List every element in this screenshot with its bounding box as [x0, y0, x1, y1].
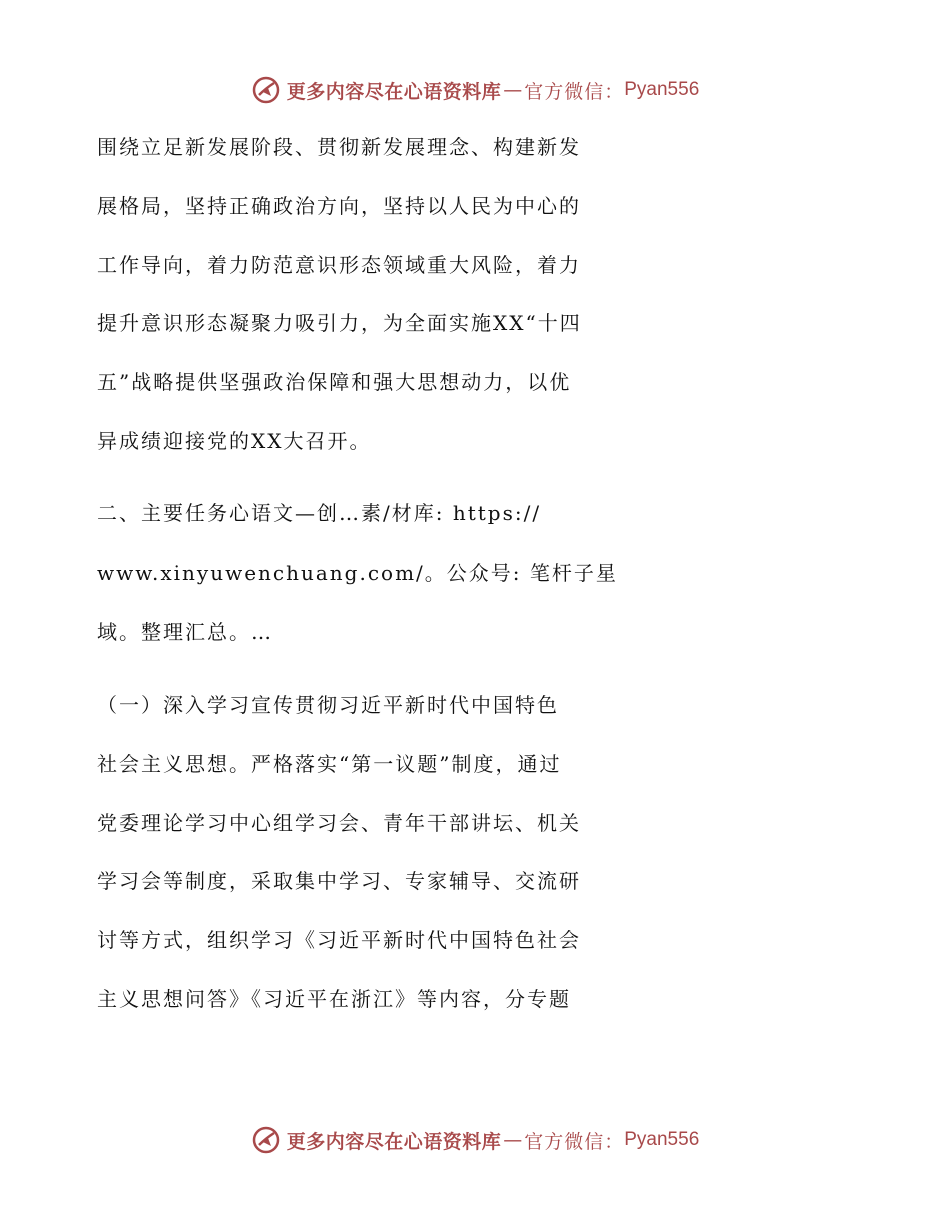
- body-line: 异成绩迎接党的XX大召开。: [97, 429, 372, 453]
- body-line: 党委理论学习中心组学习会、青年干部讲坛、机关: [97, 811, 581, 835]
- banner-dash: —: [503, 1129, 523, 1151]
- body-line: 围绕立足新发展阶段、贯彻新发展理念、构建新发: [97, 135, 581, 159]
- banner-account: Pyan556: [624, 1129, 700, 1150]
- banner-account: Pyan556: [624, 79, 700, 100]
- quill-book-logo-icon: [251, 1125, 281, 1155]
- banner-official-label: 官方微信：: [524, 80, 625, 103]
- banner-main-text: 更多内容尽在心语资料库: [286, 80, 502, 103]
- section-heading-line: 二、主要任务心语文—创…素/材库: https://: [97, 501, 542, 525]
- body-line: 工作导向，着力防范意识形态领域重大风险，着力: [97, 253, 581, 277]
- banner-official-label: 官方微信：: [524, 1130, 625, 1153]
- body-line: 展格局，坚持正确政治方向，坚持以人民为中心的: [97, 194, 581, 218]
- body-line: 讨等方式，组织学习《习近平新时代中国特色社会: [97, 928, 581, 952]
- body-line: 学习会等制度，采取集中学习、专家辅导、交流研: [97, 869, 581, 893]
- banner-dash: —: [503, 79, 523, 101]
- banner-main-text: 更多内容尽在心语资料库: [286, 1130, 502, 1153]
- body-line: 域。整理汇总。…: [97, 620, 273, 644]
- body-line: 提升意识形态凝聚力吸引力，为全面实施XX“十四: [97, 311, 582, 335]
- body-line: 五”战略提供坚强政治保障和强大思想动力，以优: [97, 370, 572, 394]
- body-line: 社会主义思想。严格落实“第一议题”制度，通过: [97, 752, 562, 776]
- quill-book-logo-icon: [251, 75, 281, 105]
- header-banner: [0, 70, 950, 110]
- body-line: www.xinyuwenchuang.com/。公众号: 笔杆子星: [97, 561, 618, 585]
- footer-banner: [0, 1120, 950, 1160]
- body-line: 主义思想问答》《习近平在浙江》等内容，分专题: [97, 987, 571, 1011]
- subsection-heading-line: （一）深入学习宣传贯彻习近平新时代中国特色: [97, 693, 559, 717]
